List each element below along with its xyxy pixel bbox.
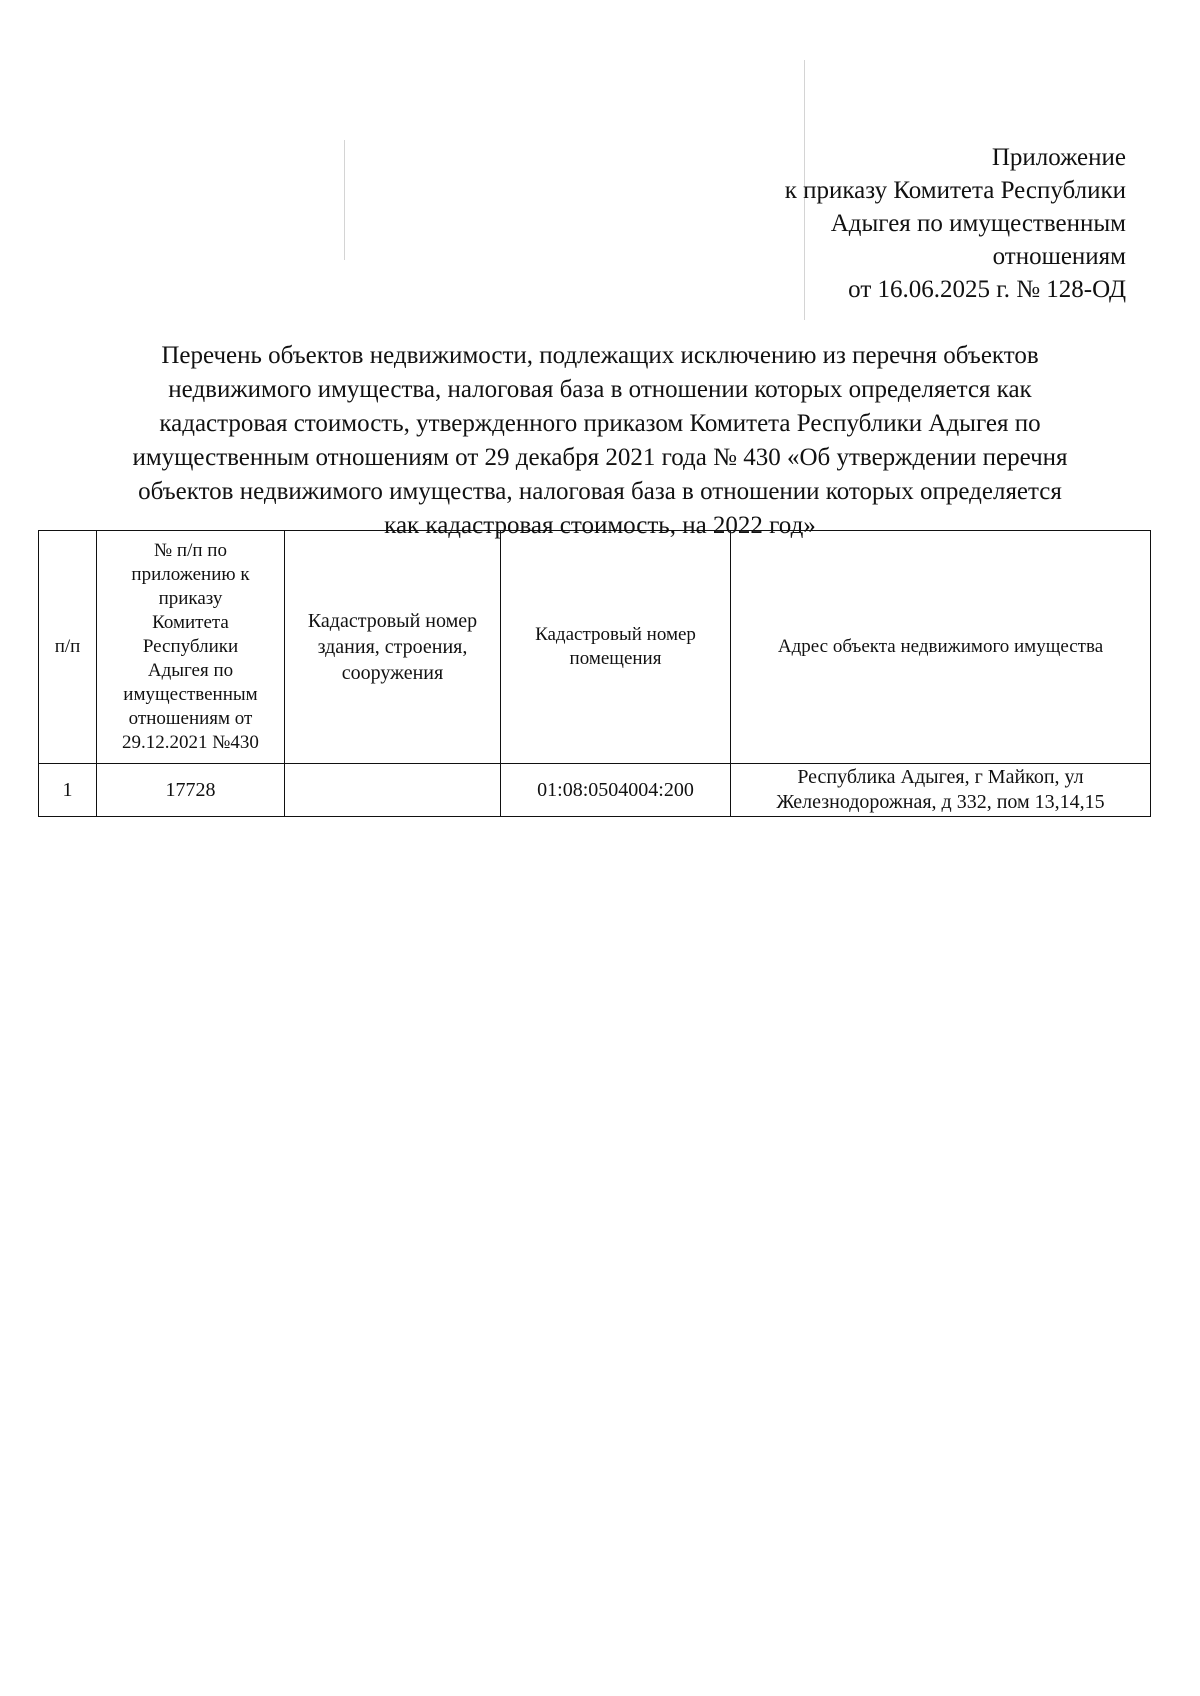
appendix-line: Адыгея по имущественным <box>830 210 1126 237</box>
appendix-line: Приложение <box>991 144 1126 171</box>
appendix-line: к приказу Комитета Республики <box>784 177 1126 204</box>
cell-address <box>731 764 1151 817</box>
header-room-cadastral <box>501 531 731 764</box>
cell-building-cadastral <box>285 764 501 817</box>
title-line: кадастровая стоимость, утвержденного приказом Комитета Республики Адыгея по <box>159 410 1041 437</box>
header-line: сооружения <box>341 662 444 684</box>
title-line: объектов недвижимого имущества, налоговая база в отношении которых определяется <box>138 478 1062 505</box>
header-line: приказу <box>158 588 223 609</box>
title-line: имущественным отношениям от 29 декабря 2021 года № 430 «Об утверждении перечня <box>132 444 1068 471</box>
header-line: Кадастровый номер <box>307 610 478 632</box>
address-line: Железнодорожная, д 332, пом 13,14,15 <box>776 791 1105 813</box>
header-line: здания, строения, <box>317 636 468 658</box>
header-line: Республики <box>142 636 239 657</box>
header-line: приложению к <box>131 564 250 585</box>
scan-artifact <box>344 140 345 260</box>
header-previous-number <box>97 531 285 764</box>
header-line: 29.12.2021 №430 <box>122 732 259 753</box>
header-address: Адрес объекта недвижимого имущества <box>731 531 1151 764</box>
header-row-number: п/п <box>39 531 97 764</box>
objects-table <box>38 530 1151 817</box>
document-title <box>40 339 1160 543</box>
header-line: Комитета <box>152 612 229 633</box>
cell-room-cadastral: 01:08:0504004:200 <box>501 764 731 817</box>
header-line: Кадастровый номер <box>535 624 696 645</box>
table-row <box>39 764 1151 817</box>
title-line: как кадастровая стоимость, на 2022 год» <box>384 512 816 539</box>
cell-previous-number: 17728 <box>97 764 285 817</box>
appendix-date-line: от 16.06.2025 г. № 128-ОД <box>848 276 1126 303</box>
title-line: Перечень объектов недвижимости, подлежащих исключению из перечня объектов <box>161 342 1039 369</box>
header-line: помещения <box>569 648 662 669</box>
address-line: Республика Адыгея, г Майкоп, ул <box>797 766 1084 788</box>
header-building-cadastral <box>285 531 501 764</box>
header-line: имущественным <box>123 684 258 705</box>
cell-row-number: 1 <box>39 764 97 817</box>
header-line: Адыгея по <box>147 660 234 681</box>
table-header-row <box>39 531 1151 764</box>
header-line: № п/п по <box>154 540 227 561</box>
appendix-block <box>606 141 1126 306</box>
appendix-line: отношениям <box>992 243 1126 270</box>
header-line: отношениям от <box>128 708 253 729</box>
title-line: недвижимого имущества, налоговая база в отношении которых определяется как <box>168 376 1032 403</box>
